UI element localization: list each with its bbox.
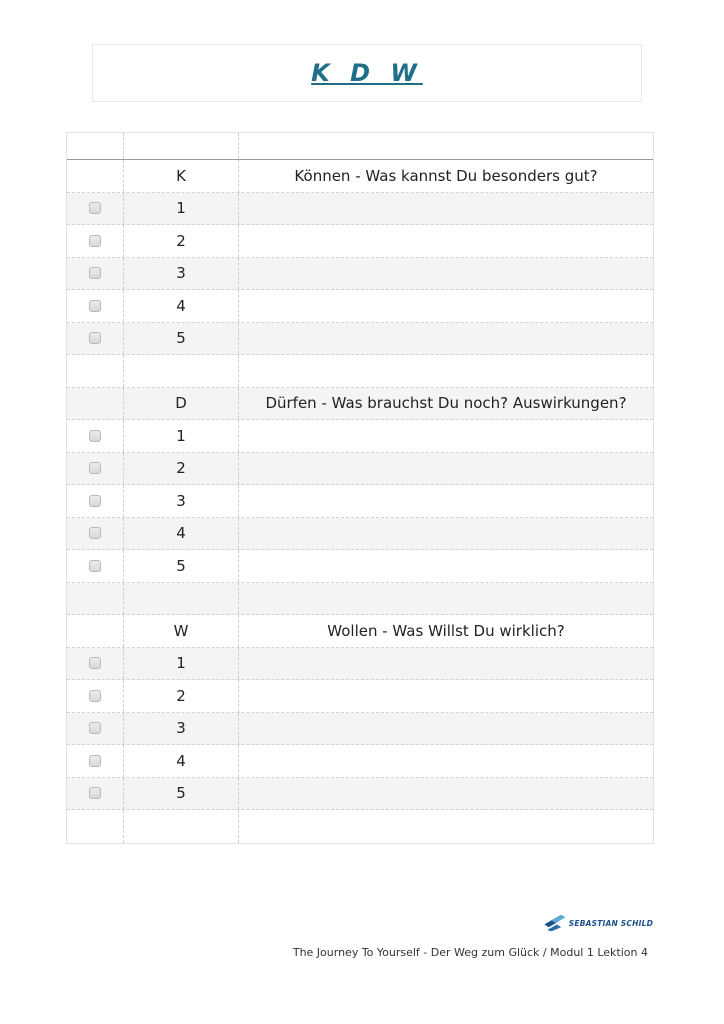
row-checkbox[interactable]: [89, 527, 101, 539]
table-row: [67, 680, 653, 713]
table-row: [67, 323, 653, 356]
row-checkbox[interactable]: [89, 755, 101, 767]
table-row: [67, 420, 653, 453]
answer-cell[interactable]: [239, 745, 653, 777]
answer-cell[interactable]: [239, 648, 653, 680]
section-letter: D: [124, 388, 239, 420]
table-row: [67, 225, 653, 258]
row-checkbox[interactable]: [89, 462, 101, 474]
page-title: K D W: [311, 59, 423, 87]
section-heading-row: [67, 388, 653, 421]
spacer-row: [67, 810, 653, 843]
row-checkbox[interactable]: [89, 235, 101, 247]
table-row: [67, 648, 653, 681]
row-checkbox[interactable]: [89, 332, 101, 344]
title-box: [92, 44, 642, 102]
row-number: 5: [124, 550, 239, 582]
brand-mark-icon: [543, 911, 567, 935]
spacer-row: [67, 355, 653, 388]
row-checkbox[interactable]: [89, 300, 101, 312]
table-row: [67, 518, 653, 551]
section-letter: W: [124, 615, 239, 647]
table-row: [67, 290, 653, 323]
row-number: 3: [124, 485, 239, 517]
brand-logo-text: SEBASTIAN SCHILD: [568, 918, 653, 928]
section-heading-row: [67, 615, 653, 648]
answer-cell[interactable]: [239, 518, 653, 550]
table-header-row: [67, 133, 653, 160]
table-row: [67, 485, 653, 518]
table-row: [67, 745, 653, 778]
row-checkbox[interactable]: [89, 202, 101, 214]
row-number: 1: [124, 420, 239, 452]
row-number: 4: [124, 290, 239, 322]
answer-cell[interactable]: [239, 420, 653, 452]
answer-cell[interactable]: [239, 258, 653, 290]
row-number: 1: [124, 193, 239, 225]
answer-cell[interactable]: [239, 550, 653, 582]
footer-caption: The Journey To Yourself - Der Weg zum Glück / Modul 1 Lektion 4: [292, 946, 648, 959]
spacer-row: [67, 583, 653, 616]
section-heading: Können - Was kannst Du besonders gut?: [294, 166, 598, 185]
answer-cell[interactable]: [239, 485, 653, 517]
row-number: 5: [124, 323, 239, 355]
brand-logo: [543, 910, 653, 936]
row-checkbox[interactable]: [89, 787, 101, 799]
answer-cell[interactable]: [239, 323, 653, 355]
section-letter: K: [124, 160, 239, 192]
table-row: [67, 258, 653, 291]
row-checkbox[interactable]: [89, 690, 101, 702]
table-row: [67, 453, 653, 486]
table-row: [67, 713, 653, 746]
section-heading: Wollen - Was Willst Du wirklich?: [327, 621, 565, 640]
row-number: 5: [124, 778, 239, 810]
kdw-table: [66, 132, 654, 844]
row-number: 2: [124, 453, 239, 485]
row-checkbox[interactable]: [89, 560, 101, 572]
answer-cell[interactable]: [239, 680, 653, 712]
answer-cell[interactable]: [239, 290, 653, 322]
row-checkbox[interactable]: [89, 495, 101, 507]
row-number: 4: [124, 518, 239, 550]
row-checkbox[interactable]: [89, 722, 101, 734]
answer-cell[interactable]: [239, 453, 653, 485]
section-heading-row: [67, 160, 653, 193]
row-checkbox[interactable]: [89, 657, 101, 669]
table-row: [67, 193, 653, 226]
row-checkbox[interactable]: [89, 430, 101, 442]
row-number: 3: [124, 713, 239, 745]
table-row: [67, 778, 653, 811]
row-number: 1: [124, 648, 239, 680]
row-number: 3: [124, 258, 239, 290]
answer-cell[interactable]: [239, 225, 653, 257]
answer-cell[interactable]: [239, 713, 653, 745]
row-checkbox[interactable]: [89, 267, 101, 279]
table-row: [67, 550, 653, 583]
row-number: 4: [124, 745, 239, 777]
row-number: 2: [124, 680, 239, 712]
answer-cell[interactable]: [239, 778, 653, 810]
row-number: 2: [124, 225, 239, 257]
answer-cell[interactable]: [239, 193, 653, 225]
section-heading: Dürfen - Was brauchst Du noch? Auswirkungen?: [265, 394, 627, 413]
